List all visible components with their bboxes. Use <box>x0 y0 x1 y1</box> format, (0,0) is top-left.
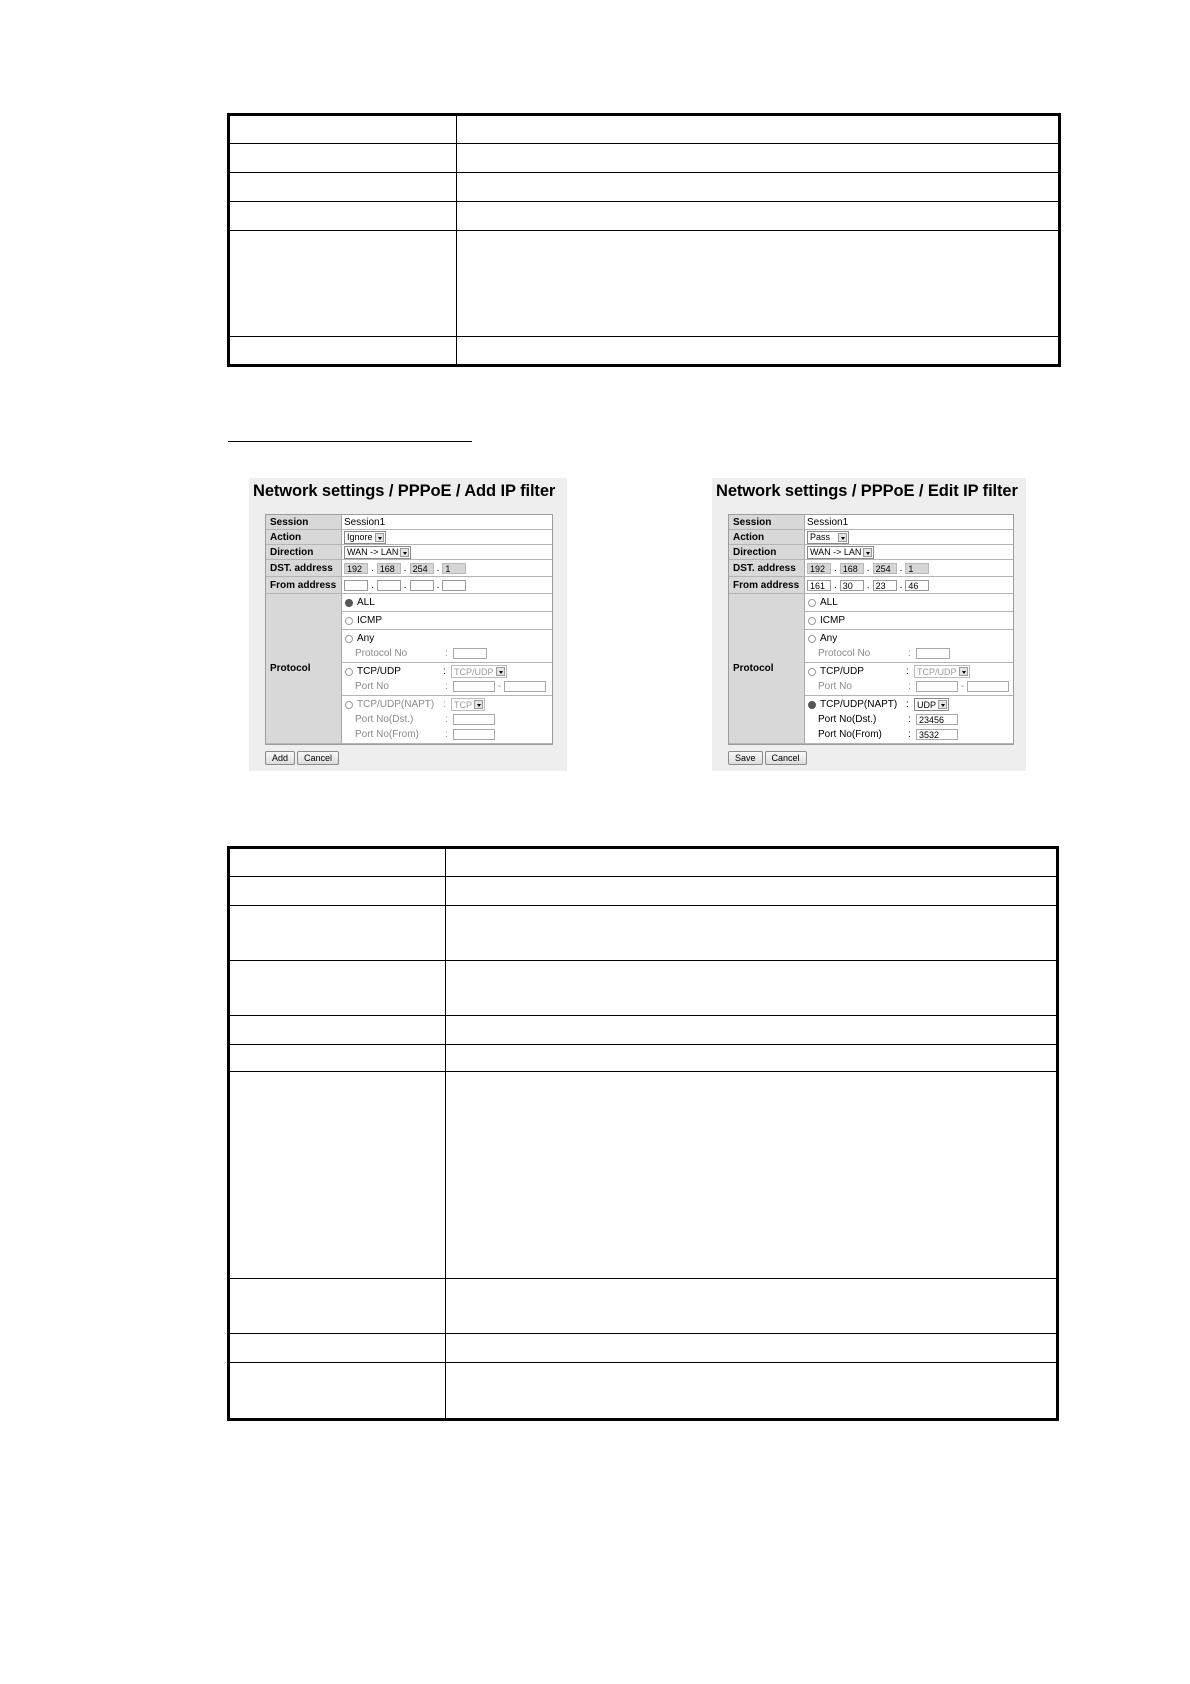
radio-icon <box>808 599 816 607</box>
radio-icon <box>345 617 353 625</box>
table-row <box>230 1044 1056 1045</box>
protocol-any-label: Any <box>357 633 375 644</box>
port-no-label: Port No <box>355 681 389 692</box>
direction-label: Direction <box>266 545 342 559</box>
protocol-icmp-label: ICMP <box>820 615 845 626</box>
protocol-all-option[interactable] <box>345 595 549 610</box>
ip-filter-form <box>728 514 1014 745</box>
dst-octet-1: 192 <box>344 563 368 574</box>
direction-select[interactable] <box>807 546 874 559</box>
table-row <box>230 905 1056 906</box>
port-no-end-input[interactable] <box>504 681 546 692</box>
napt-select-value: UDP <box>917 699 937 710</box>
tcpudp-select[interactable] <box>451 665 507 678</box>
add-ip-filter-screenshot <box>249 478 567 771</box>
protocol-icmp-label: ICMP <box>357 615 382 626</box>
chevron-down-icon <box>838 533 847 542</box>
protocol-tcpudp-label: TCP/UDP <box>357 666 401 677</box>
protocol-tcpudp-option[interactable]: TCP/UDP : TCP/UDP <box>808 664 1010 679</box>
table-row <box>230 1362 1056 1363</box>
table-row <box>230 960 1056 961</box>
from-octet-3-input[interactable] <box>410 580 434 591</box>
cancel-button[interactable]: Cancel <box>297 751 339 765</box>
protocol-all-label: ALL <box>820 597 838 608</box>
port-no-end-input[interactable] <box>967 681 1009 692</box>
page-title: Network settings / PPPoE / Edit IP filter <box>716 482 1018 500</box>
from-address-label: From address <box>266 577 342 593</box>
action-row <box>266 530 552 545</box>
port-no-from-label: Port No(From) <box>355 729 419 740</box>
protocol-no-label: Protocol No <box>818 648 871 659</box>
dst-octet-2: 168 <box>377 563 401 574</box>
port-no-label: Port No <box>818 681 852 692</box>
protocol-no-input[interactable] <box>916 648 950 659</box>
protocol-no-input[interactable] <box>453 648 487 659</box>
session-value: Session1 <box>807 516 849 528</box>
parameter-table-bottom <box>227 846 1059 1421</box>
radio-icon <box>808 635 816 643</box>
add-button[interactable]: Add <box>265 751 295 765</box>
port-no-start-input[interactable] <box>916 681 958 692</box>
protocol-tcpudp-label: TCP/UDP <box>820 666 864 677</box>
dst-octet-2: 168 <box>840 563 864 574</box>
tcpudp-select-value: TCP/UDP <box>454 666 494 677</box>
port-no-start-input[interactable] <box>453 681 495 692</box>
chevron-down-icon <box>474 700 483 709</box>
protocol-any-option[interactable] <box>345 631 549 646</box>
from-address-label: From address <box>729 577 805 593</box>
save-button[interactable]: Save <box>728 751 763 765</box>
radio-icon <box>345 635 353 643</box>
protocol-napt-label: TCP/UDP(NAPT) <box>357 699 435 710</box>
table-row <box>230 143 1058 144</box>
napt-select[interactable] <box>451 698 485 711</box>
dst-octet-3: 254 <box>410 563 434 574</box>
action-select-value: Pass <box>810 532 831 542</box>
parameter-table-top <box>227 113 1061 367</box>
protocol-icmp-option[interactable] <box>808 613 1010 628</box>
chevron-down-icon <box>400 548 409 557</box>
dst-octet-1: 192 <box>807 563 831 574</box>
edit-ip-filter-screenshot <box>712 478 1026 771</box>
protocol-all-label: ALL <box>357 597 375 608</box>
port-no-dst-input[interactable]: 23456 <box>916 714 958 725</box>
table-row <box>230 201 1058 202</box>
ip-filter-form <box>265 514 553 745</box>
table-row <box>230 1015 1056 1016</box>
direction-row <box>729 545 1013 560</box>
protocol-napt-option[interactable]: TCP/UDP(NAPT) : TCP <box>345 697 549 712</box>
radio-selected-icon <box>345 599 353 607</box>
protocol-row: Protocol ALL ICMP Any Protocol No : TCP/UDP : TCP/UDP Port No : - TCP/UDP(NAPT) : UDP Port No(Dst.) : 23456 Port No(From) : 3532 <box>729 594 1013 744</box>
table-row <box>230 876 1056 877</box>
from-octet-1-input[interactable] <box>344 580 368 591</box>
radio-selected-icon <box>808 701 816 709</box>
from-octet-2-input[interactable]: 30 <box>840 580 864 591</box>
from-octet-1-input[interactable]: 161 <box>807 580 831 591</box>
table-row <box>230 1333 1056 1334</box>
protocol-icmp-option[interactable] <box>345 613 549 628</box>
protocol-all-option[interactable] <box>808 595 1010 610</box>
session-value: Session1 <box>344 516 386 528</box>
direction-select-value: WAN -> LAN <box>347 547 399 557</box>
table-column-divider <box>456 116 457 364</box>
table-row <box>230 336 1058 337</box>
tcpudp-select-value: TCP/UDP <box>917 666 957 677</box>
protocol-no-label: Protocol No <box>355 648 408 659</box>
dst-octet-4: 1 <box>905 563 929 574</box>
action-label: Action <box>729 530 805 544</box>
port-no-from-input[interactable]: 3532 <box>916 729 958 740</box>
cancel-button[interactable]: Cancel <box>765 751 807 765</box>
action-select[interactable] <box>807 531 849 544</box>
action-row <box>729 530 1013 545</box>
protocol-napt-label: TCP/UDP(NAPT) <box>820 699 898 710</box>
dst-octet-3: 254 <box>873 563 897 574</box>
action-label: Action <box>266 530 342 544</box>
action-select-value: Ignore <box>347 532 373 542</box>
protocol-row: Protocol ALL ICMP Any Protocol No : TCP/UDP : TCP/UDP Port No : - TCP/UDP(NAPT) : TCP Port No(Dst.) : Port No(From) : <box>266 594 552 744</box>
from-octet-4-input[interactable]: 46 <box>905 580 929 591</box>
from-octet-2-input[interactable] <box>377 580 401 591</box>
port-no-from-input[interactable] <box>453 729 495 740</box>
direction-row <box>266 545 552 560</box>
radio-icon <box>345 668 353 676</box>
protocol-any-label: Any <box>820 633 838 644</box>
port-no-dst-label: Port No(Dst.) <box>818 714 877 725</box>
radio-icon <box>345 701 353 709</box>
from-address-row: From address 161 . 30 . 23 . 46 <box>729 577 1013 594</box>
tcpudp-select[interactable] <box>914 665 970 678</box>
session-row <box>266 515 552 530</box>
chevron-down-icon <box>496 667 505 676</box>
port-no-dst-input[interactable] <box>453 714 495 725</box>
table-row <box>230 172 1058 173</box>
port-no-from-label: Port No(From) <box>818 729 882 740</box>
session-label: Session <box>266 515 342 529</box>
chevron-down-icon <box>959 667 968 676</box>
protocol-napt-option[interactable]: TCP/UDP(NAPT) : UDP <box>808 697 1010 712</box>
session-label: Session <box>729 515 805 529</box>
protocol-label: Protocol <box>266 594 342 743</box>
dst-address-label: DST. address <box>729 560 805 576</box>
table-row <box>230 1278 1056 1279</box>
page-title: Network settings / PPPoE / Add IP filter <box>253 482 556 500</box>
napt-select-value: TCP <box>454 699 472 710</box>
radio-icon <box>808 617 816 625</box>
table-row <box>230 1071 1056 1072</box>
action-select[interactable] <box>344 531 386 544</box>
from-octet-3-input[interactable]: 23 <box>873 580 897 591</box>
chevron-down-icon <box>863 548 872 557</box>
table-row <box>230 230 1058 231</box>
direction-select[interactable] <box>344 546 411 559</box>
protocol-tcpudp-option[interactable]: TCP/UDP : TCP/UDP <box>345 664 549 679</box>
session-row <box>729 515 1013 530</box>
section-heading-underline <box>228 441 472 442</box>
dst-octet-4: 1 <box>442 563 466 574</box>
dst-address-row: DST. address 192 . 168 . 254 . 1 <box>729 560 1013 577</box>
dst-address-label: DST. address <box>266 560 342 576</box>
napt-select[interactable] <box>914 698 949 711</box>
chevron-down-icon <box>938 700 947 709</box>
from-octet-4-input[interactable] <box>442 580 466 591</box>
direction-label: Direction <box>729 545 805 559</box>
from-address-row: From address . . . <box>266 577 552 594</box>
chevron-down-icon <box>375 533 384 542</box>
protocol-label: Protocol <box>729 594 805 743</box>
direction-select-value: WAN -> LAN <box>810 547 862 557</box>
radio-icon <box>808 668 816 676</box>
protocol-any-option[interactable] <box>808 631 1010 646</box>
dst-address-row: DST. address 192 . 168 . 254 . 1 <box>266 560 552 577</box>
port-no-dst-label: Port No(Dst.) <box>355 714 414 725</box>
